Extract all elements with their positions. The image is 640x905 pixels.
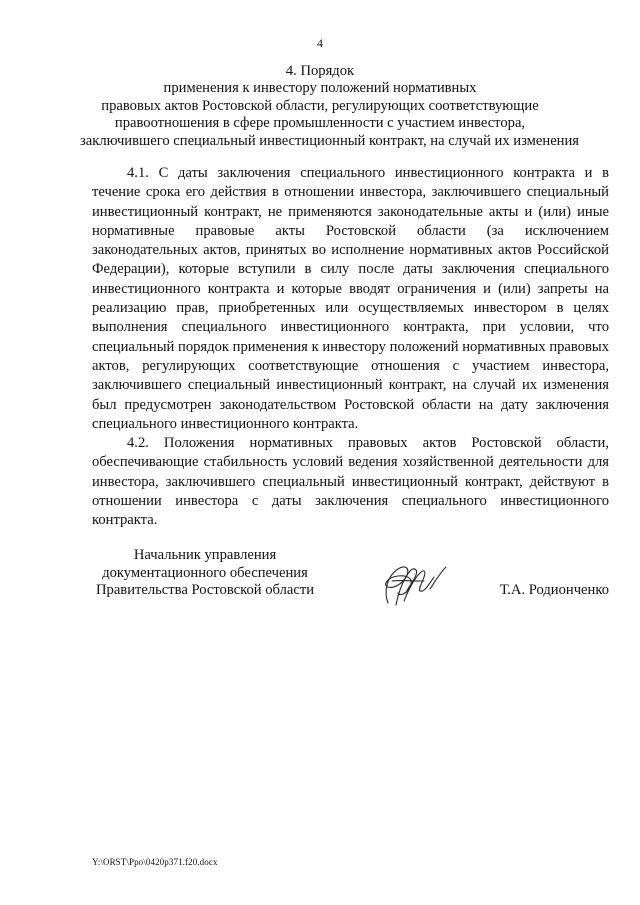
file-path-footer: Y:\ORST\Ppo\0420p371.f20.docx [92, 857, 218, 867]
signatory-name: Т.А. Родионченко [499, 582, 609, 598]
signatory-position-line: Начальник управления [133, 547, 277, 563]
paragraph-4-1: 4.1. С даты заключения специального инвестиционного контракта и в течение срока его действия в отношении инвестора, заключившего специальный инвестиционный контракт, не применяются законодательные акты и (или) иные нормативные правовые акты Ростовской области (за исключением законодательных актов, принятых во исполнение нормативных актов Российской Федерации), которые вступили в силу после даты заключения специального инвестиционного контракта и которые вводят ограничения и (или) запреты на реализацию прав, приобретенных или осуществляемых инвестором в целях выполнения специального инвестиционного контракта, при условии, что специальный порядок применения к инвестору положений нормативных правовых актов, регулирующих соответствующие отношения с участием инвестора, заключившего специальный инвестиционный контракт, на случай их изменения был предусмотрен законодательством Ростовской области на дату заключения специального инвестиционного контракта. [92, 165, 609, 432]
page-number: 4 [317, 36, 323, 50]
signatory-position-line: документационного обеспечения [102, 564, 308, 581]
heading-line: заключившего специальный инвестиционный контракт, на случай их изменения [80, 132, 580, 149]
heading-line: 4. Порядок [285, 63, 355, 79]
signatory-position [92, 547, 318, 600]
paragraph-4-2: 4.2. Положения нормативных правовых актов Ростовской области, обеспечивающие стабильность условий ведения хозяйственной деятельности для инвестора, заключившего специальный инвестиционный контракт, действуют в отношении инвестора с даты заключения специального инвестиционного контракта. [92, 435, 609, 529]
heading-line: правоотношения в сфере промышленности с участием инвестора, [114, 115, 526, 132]
document-body [92, 164, 609, 531]
section-heading [80, 63, 580, 150]
heading-line: применения к инвестору положений нормативных [163, 80, 477, 97]
signatory-position-line: Правительства Ростовской области [95, 582, 315, 598]
signature-strokes [386, 567, 446, 605]
handwritten-signature [374, 559, 454, 609]
heading-line: правовых актов Ростовской области, регулирующих соответствующие [101, 97, 539, 114]
signature-block [92, 547, 609, 617]
